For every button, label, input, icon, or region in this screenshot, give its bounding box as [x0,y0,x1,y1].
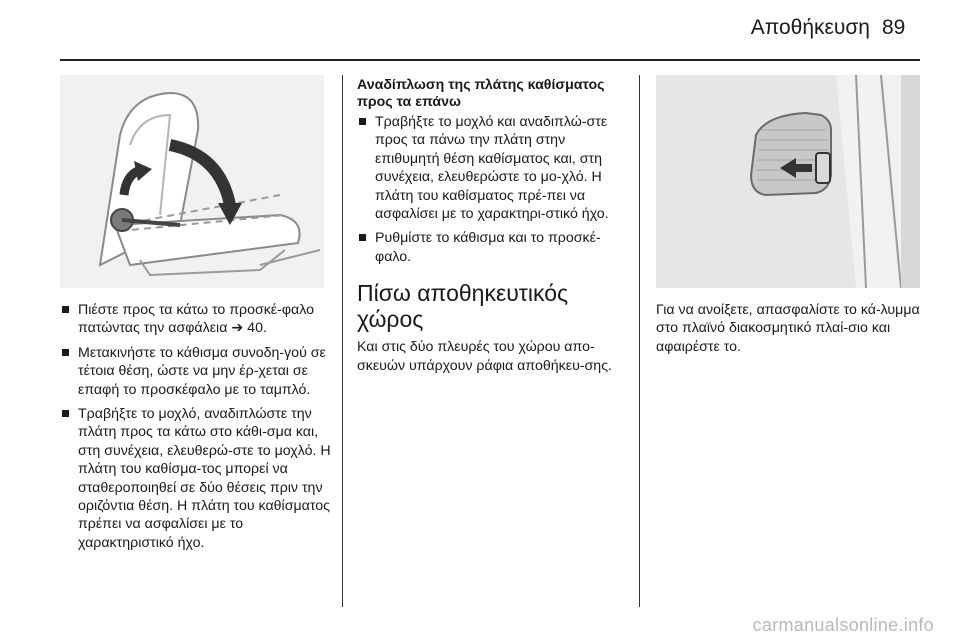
column-divider-left [342,75,343,607]
rear-storage-figure [656,75,920,288]
section-paragraph: Και στις δύο πλευρές του χώρου απο-σκευών υπάρχουν ράφια αποθήκευ-σης. [357,339,612,374]
watermark: carmanualsonline.info [752,615,934,635]
bullet-item [357,113,629,223]
bullet-text: Τραβήξτε το μοχλό και αναδιπλώ-στε προς τα πάνω την πλάτη στην επιθυμητή θέση καθίσματος και, στη συνέχεια, ελευθερώστε το μο-χλό. Η πλάτη του καθίσματος πρέ-πει να ασφαλίσει με το χαρακτηρι-στικό ήχο. [375,114,609,223]
section-subheading: Αναδίπλωση της πλάτης καθίσματος προς τα επάνω [357,77,605,110]
bullet-text: Τραβήξτε το μοχλό, αναδιπλώστε την πλάτη προς τα κάτω στο κάθι-σμα και, στη συνέχεια, ελευθερώ-στε το μοχλό. Η πλάτη του καθίσμα-τος μπορεί να σταθεροποιηθεί σε δύο θέσεις πριν την οριζόντια θέση. Η πλάτη του καθίσματος πρέπει να ασφαλίσει με το χαρακτηριστικό ήχο. [78,406,331,551]
bullet-text: Μετακινήστε το κάθισμα συνοδη-γού σε τέτοια θέση, ώστε να μην έρ-χεται σε επαφή το προσκέφαλο με το ταμπλό. [78,344,326,398]
bullet-square-icon [359,234,366,241]
bullet-item [60,405,332,552]
header-rule [60,59,920,61]
bullet-square-icon [359,118,366,125]
bullet-text: Πιέστε προς τα κάτω το προσκέ-φαλο πατώντας την ασφάλεια ➔ 40. [78,302,315,337]
page-number: 89 [882,16,906,39]
storage-paragraph: Για να ανοίξετε, απασφαλίστε το κά-λυμμα στο πλαϊνό διακοσμητικό πλαί-σιο και αφαιρέστε το. [656,302,920,355]
left-column [60,301,332,558]
right-column [656,301,922,356]
front-seat-illustration [60,75,324,288]
bullet-item [357,229,629,266]
column-divider-right [639,75,640,607]
header-title: Αποθήκευση [750,16,870,39]
bullet-item [60,301,332,338]
middle-column [357,77,629,375]
bullet-text: Ρυθμίστε το κάθισμα και το προσκέ-φαλο. [375,230,601,265]
bullet-item [60,344,332,399]
bullet-square-icon [62,306,69,313]
bullet-square-icon [62,349,69,356]
front-seat-figure [60,75,324,288]
bullet-square-icon [62,410,69,417]
section-title: Πίσω αποθηκευτικός χώρος [357,280,569,333]
rear-storage-illustration [656,75,920,288]
